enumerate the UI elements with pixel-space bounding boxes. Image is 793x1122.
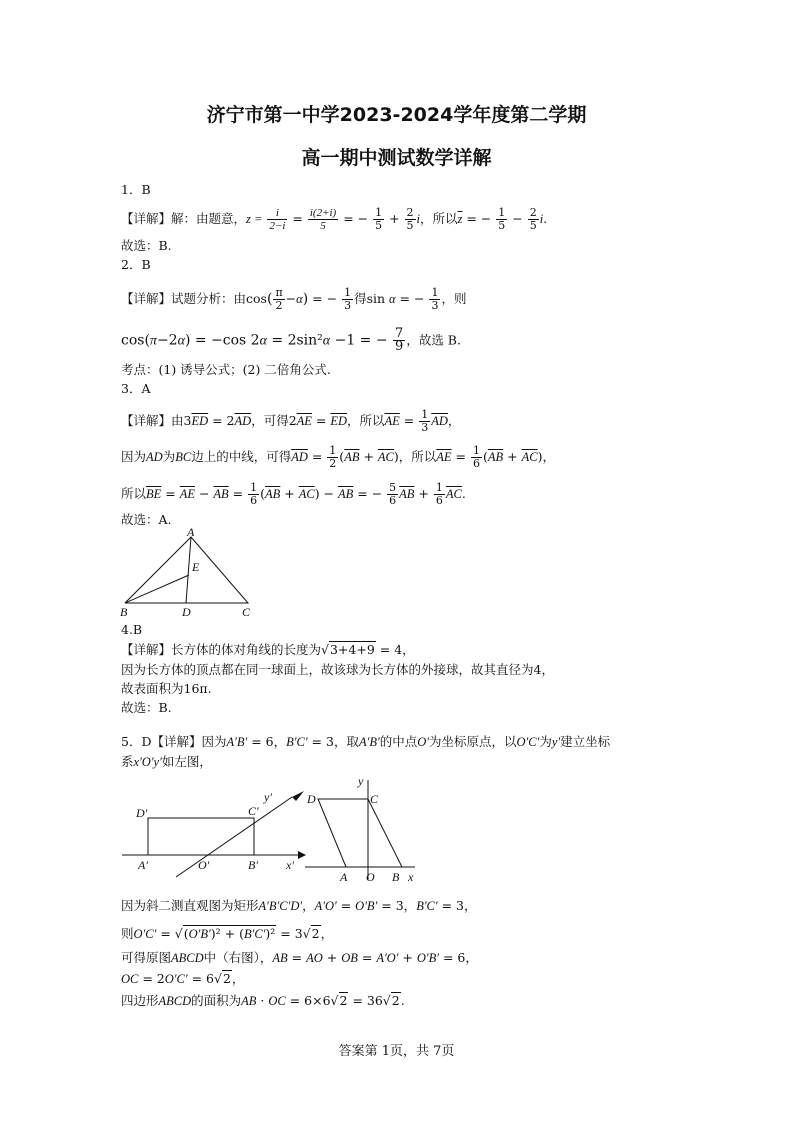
q3-detail-line3: 所以$\overline{BE} = \overline{AE} - \overline{AB}$ = $\frac{1}{6}$ $(\overline{AB} + \overline{AC}) - \overline{AB}$ = − $\frac{5}{6}$ $\overline{AB}$ + $\frac{1}{6}$ $\overline{AC}$. bbox=[121, 481, 466, 507]
doc-title-line1: 济宁市第一中学2023-2024学年度第二学期 bbox=[206, 104, 587, 126]
q3-detail-line1: 【详解】由$3\overline{ED} = 2\overline{AD}$，可得$2\overline{AE} = \overline{ED}$，所以$\overline{AE}$ = $\frac{1}{3}$ $\overline{AD}$， bbox=[121, 408, 461, 434]
triangle-figure bbox=[115, 528, 265, 618]
q2-answer: 2．B bbox=[121, 257, 151, 272]
svg-text:y′: y′ bbox=[264, 790, 272, 804]
q3-choice: 故选：A. bbox=[121, 512, 172, 527]
svg-text:B′: B′ bbox=[248, 858, 258, 872]
svg-text:D′: D′ bbox=[136, 806, 148, 820]
svg-text:y: y bbox=[358, 775, 364, 788]
svg-text:C′: C′ bbox=[248, 804, 259, 818]
q3-answer: 3．A bbox=[121, 381, 151, 396]
svg-text:O: O bbox=[366, 870, 375, 884]
q4-answer: 4.B bbox=[121, 622, 143, 637]
svg-text:A: A bbox=[340, 870, 348, 884]
doc-title-line2: 高一期中测试数学详解 bbox=[301, 147, 492, 169]
svg-text:C: C bbox=[370, 792, 379, 806]
oblique-figure bbox=[118, 785, 308, 885]
svg-text:A′: A′ bbox=[138, 858, 148, 872]
q5-line4: 则O′C′ = √(O′B′)² + (B′C′)² = 3√2， bbox=[121, 926, 334, 941]
q4-choice: 故选：B. bbox=[121, 700, 172, 715]
q2-kaodian: 考点：(1) 诱导公式；(2) 二倍角公式. bbox=[121, 362, 331, 377]
q5-line3: 因为斜二测直观图为矩形A′B′C′D′，A′O′ = O′B′ = 3，B′C′ = 3， bbox=[121, 898, 477, 913]
q5-line2: 系x′O′y′如左图， bbox=[121, 754, 212, 769]
q2-detail-line1: 【详解】试题分析：由cos( $\frac{\pi}{2}$ −α) = − $\frac{1}{3}$ 得sin α = − $\frac{1}{3}$ ，则 bbox=[121, 286, 467, 312]
svg-text:A: A bbox=[187, 528, 195, 539]
q4-line3: 故表面积为16π. bbox=[121, 681, 212, 696]
q4-line2: 因为长方体的顶点都在同一球面上，故该球为长方体的外接球，故其直径为4， bbox=[121, 662, 554, 677]
q1-choice: 故选：B. bbox=[121, 238, 172, 253]
q5-line6: OC = 2O′C′ = 6√2， bbox=[121, 971, 245, 986]
q1-answer: 1．B bbox=[121, 182, 151, 197]
page-footer: 答案第 1页，共 7页 bbox=[338, 1044, 455, 1059]
q5-line7: 四边形ABCD的面积为AB · OC = 6×6√2 = 36√2. bbox=[121, 993, 405, 1008]
q1-detail: 【详解】解：由题意，z = $\frac{i}{2-i}$ = $\frac{i(2+i)}{5}$ = − $\frac{1}{5}$ + $\frac{2}{5}$ i，所以$\overline{z}$ = − $\frac{1}{5}$ − $\frac{2}{5}$ i. bbox=[121, 206, 548, 232]
svg-text:B: B bbox=[392, 870, 400, 884]
svg-text:x: x bbox=[408, 870, 414, 884]
svg-text:B: B bbox=[120, 605, 128, 618]
svg-text:C: C bbox=[242, 605, 251, 618]
svg-text:O′: O′ bbox=[198, 858, 210, 872]
q4-line1: 【详解】长方体的体对角线的长度为√3+4+9 = 4， bbox=[121, 642, 415, 657]
q5-line1: 5．D【详解】因为A′B′ = 6，B′C′ = 3，取A′B′的中点O′为坐标原点，以O′C′为y′建立坐标 bbox=[121, 734, 611, 749]
q3-detail-line2: 因为AD为BC边上的中线，可得$\overline{AD}$ = $\frac{1}{2}$ $(\overline{AB} + \overline{AC})$，所以$\overline{AE}$ = $\frac{1}{6}$ $(\overline{AB} + \overline{AC})$， bbox=[121, 444, 555, 470]
q2-detail-line2: cos(π−2α) = −cos 2α = 2sin²α −1 = − $\frac{7}{9}$ ，故选 B. bbox=[121, 326, 461, 354]
svg-text:x′: x′ bbox=[286, 858, 294, 872]
svg-text:E: E bbox=[192, 560, 200, 574]
q5-line5: 可得原图ABCD中（右图），AB = AO + OB = A′O′ + O′B′ = 6， bbox=[121, 950, 478, 965]
svg-text:D: D bbox=[182, 605, 191, 618]
original-figure bbox=[300, 775, 425, 885]
svg-text:D: D bbox=[307, 792, 316, 806]
